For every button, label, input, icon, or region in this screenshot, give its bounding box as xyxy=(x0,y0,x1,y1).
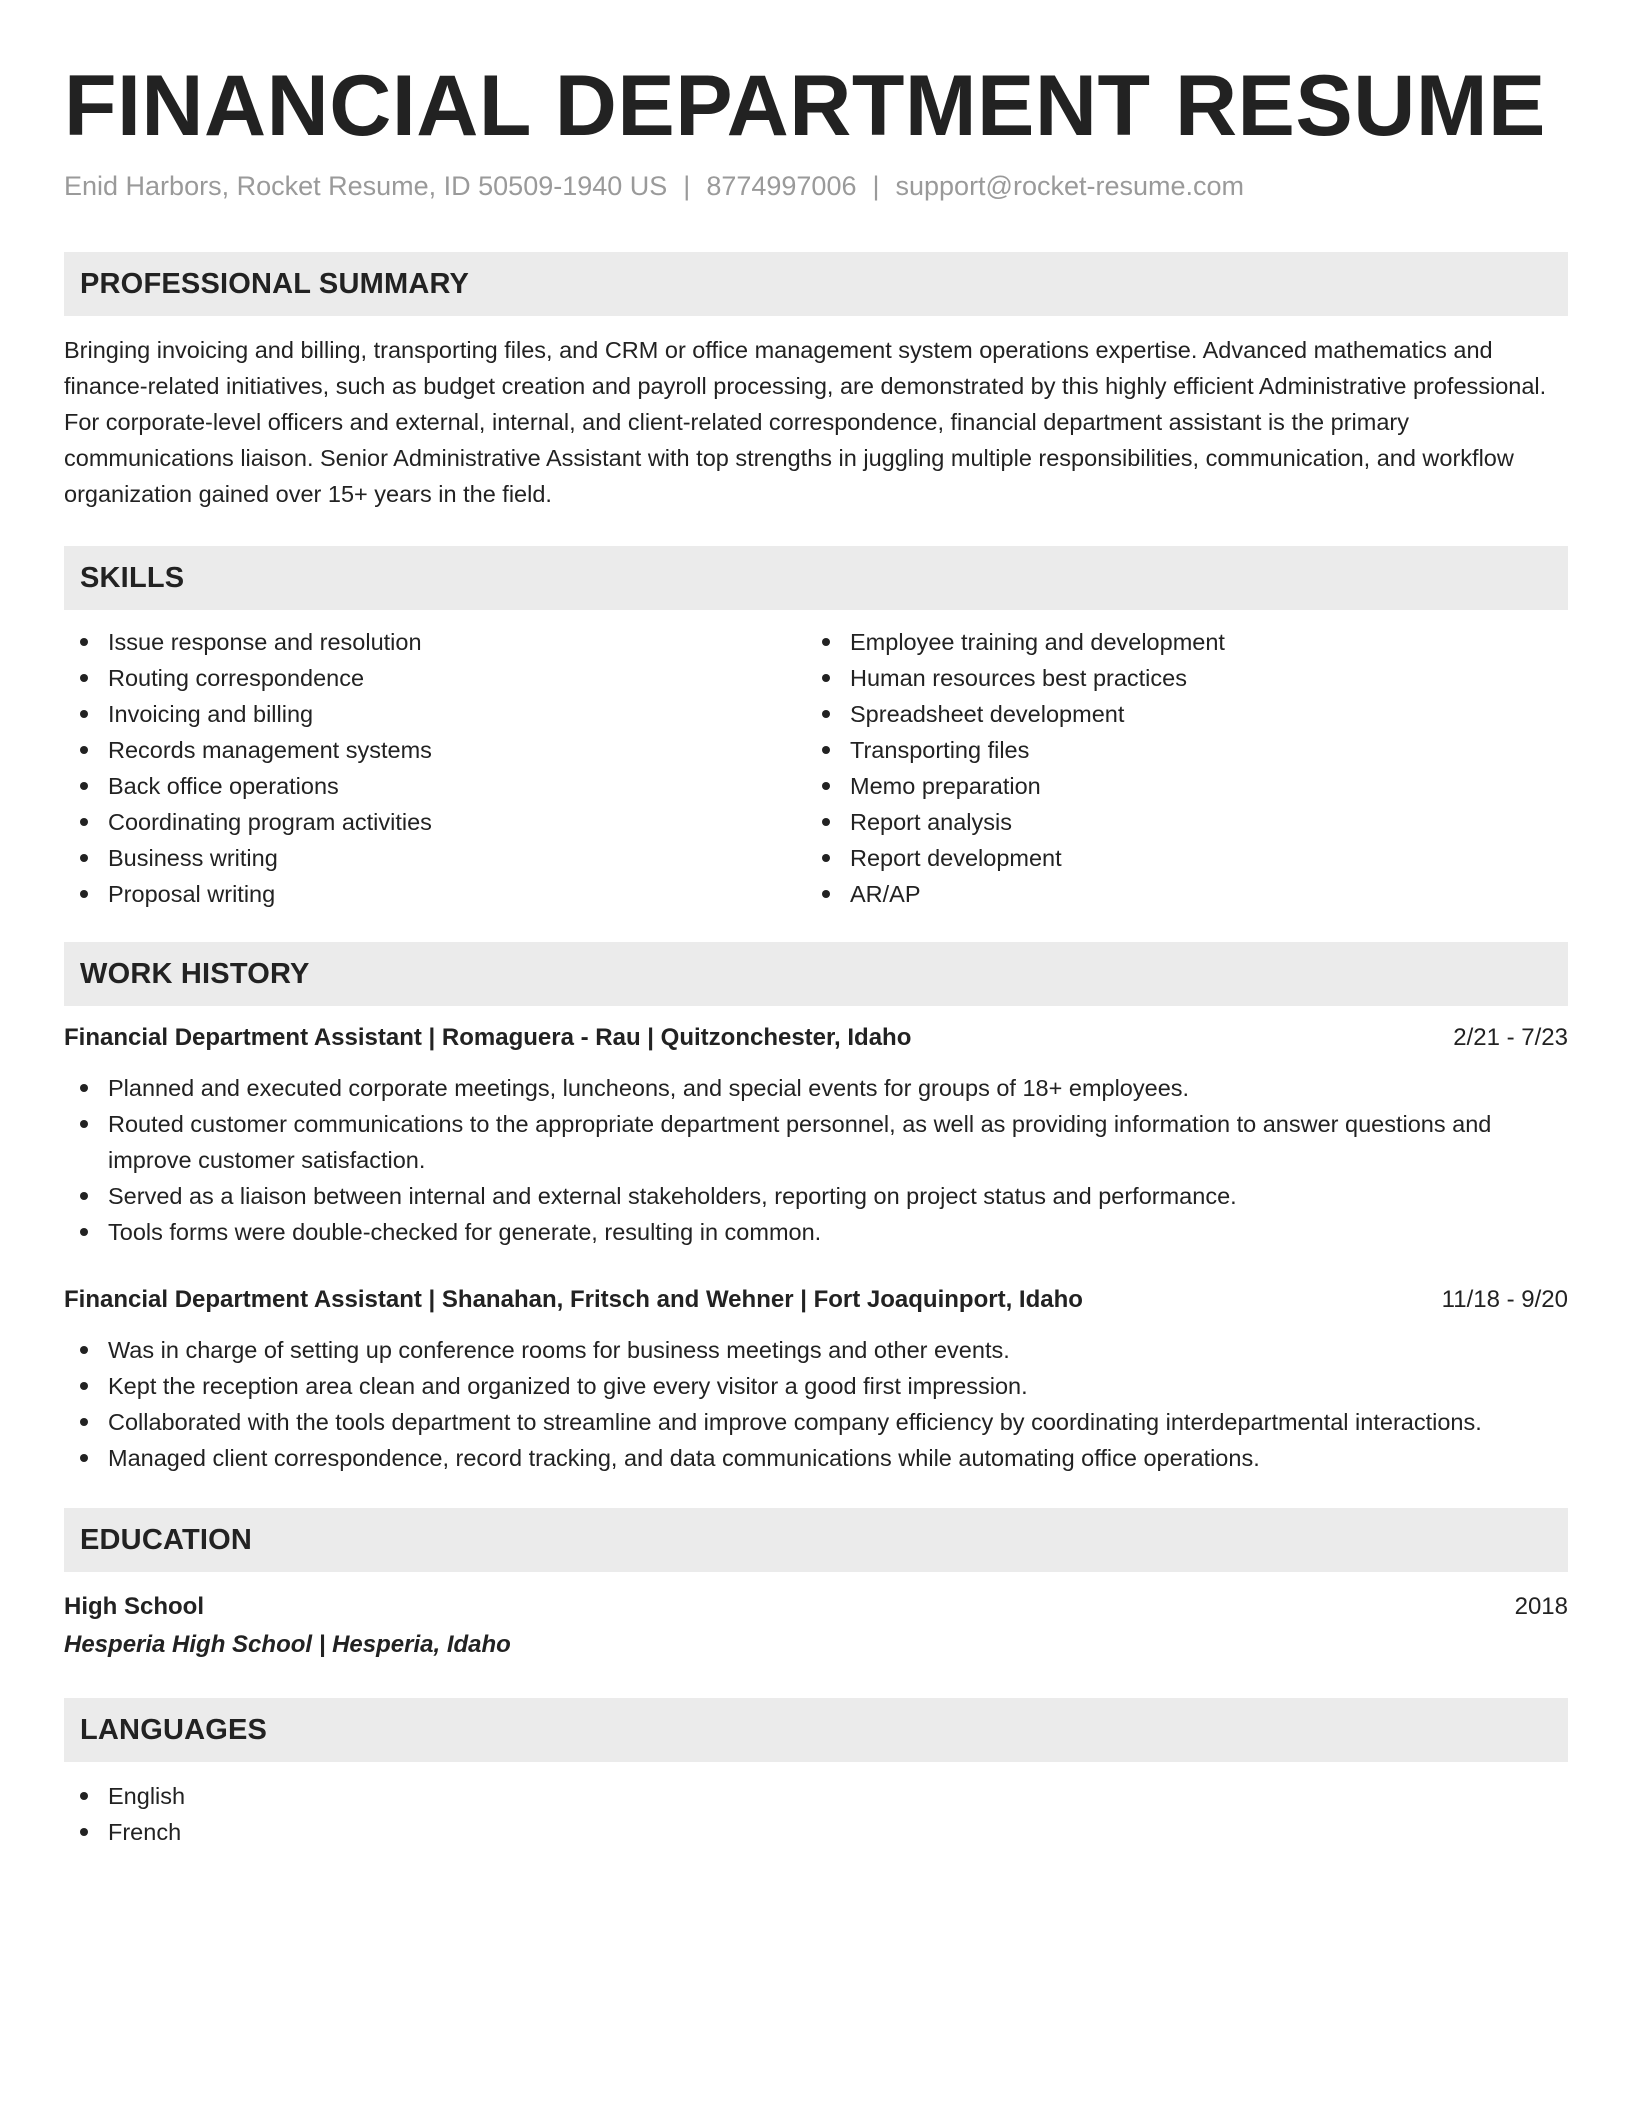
skill-item: Coordinating program activities xyxy=(64,804,806,840)
job-entry xyxy=(64,1020,1568,1250)
language-item: English xyxy=(64,1778,1568,1814)
job-bullet: Collaborated with the tools department to streamline and improve company efficiency by coordinating interdepartmental interactions. xyxy=(64,1404,1568,1440)
job-bullet: Kept the reception area clean and organized to give every visitor a good first impression. xyxy=(64,1368,1568,1404)
section-heading-work-history: WORK HISTORY xyxy=(64,942,1568,1006)
skill-item: Report development xyxy=(806,840,1548,876)
skill-item: Report analysis xyxy=(806,804,1548,840)
contact-separator: | xyxy=(683,171,691,201)
skill-item: Back office operations xyxy=(64,768,806,804)
section-heading-skills: SKILLS xyxy=(64,546,1568,610)
resume-title: FINANCIAL DEPARTMENT RESUME xyxy=(64,58,1546,154)
skill-item: Proposal writing xyxy=(64,876,806,912)
language-item: French xyxy=(64,1814,1568,1850)
job-bullet: Routed customer communications to the appropriate department personnel, as well as providing information to answer questions and improve customer satisfaction. xyxy=(64,1106,1568,1178)
skill-item: AR/AP xyxy=(806,876,1548,912)
contact-separator: | xyxy=(872,171,880,201)
skill-item: Spreadsheet development xyxy=(806,696,1548,732)
resume-page xyxy=(64,56,1568,1850)
contact-line xyxy=(64,168,1568,204)
job-bullets xyxy=(64,1332,1568,1476)
skills-list-left xyxy=(64,624,806,912)
job-bullet: Planned and executed corporate meetings, luncheons, and special events for groups of 18+ employees. xyxy=(64,1070,1568,1106)
job-bullet: Served as a liaison between internal and external stakeholders, reporting on project status and performance. xyxy=(64,1178,1568,1214)
skills-list-right xyxy=(806,624,1548,912)
skill-item: Issue response and resolution xyxy=(64,624,806,660)
education-degree: High School xyxy=(64,1593,204,1620)
skill-item: Memo preparation xyxy=(806,768,1548,804)
job-bullet: Tools forms were double-checked for generate, resulting in common. xyxy=(64,1214,1568,1250)
job-bullets xyxy=(64,1070,1568,1250)
contact-address: Enid Harbors, Rocket Resume, ID 50509-1940 US xyxy=(64,171,668,201)
languages-list xyxy=(64,1778,1568,1850)
skill-item: Routing correspondence xyxy=(64,660,806,696)
job-title: Financial Department Assistant | Romaguera - Rau | Quitzonchester, Idaho xyxy=(64,1024,912,1051)
skill-item: Business writing xyxy=(64,840,806,876)
section-heading-education: EDUCATION xyxy=(64,1508,1568,1572)
job-bullet: Managed client correspondence, record tracking, and data communications while automating office operations. xyxy=(64,1440,1568,1476)
education-school: Hesperia High School | Hesperia, Idaho xyxy=(64,1631,511,1658)
job-header xyxy=(64,1020,1568,1056)
contact-phone: 8774997006 xyxy=(706,171,857,201)
job-header xyxy=(64,1282,1568,1318)
skill-item: Records management systems xyxy=(64,732,806,768)
skills-grid xyxy=(64,624,1568,912)
job-dates: 11/18 - 9/20 xyxy=(1441,1286,1568,1313)
summary-text: Bringing invoicing and billing, transporting files, and CRM or office management system operations expertise. Advanced mathematics and finance-related initiatives, such as budget creation and payroll processing, are demonstrated by this highly efficient Administrative professional. For corporate-level officers and external, internal, and client-related correspondence, financial department assistant is the primary communications liaison. Senior Administrative Assistant with top strengths in juggling multiple responsibilities, communication, and workflow organization gained over 15+ years in the field. xyxy=(64,337,1547,507)
section-heading-languages: LANGUAGES xyxy=(64,1698,1568,1762)
job-bullet: Was in charge of setting up conference rooms for business meetings and other events. xyxy=(64,1332,1568,1368)
skill-item: Invoicing and billing xyxy=(64,696,806,732)
skill-item: Human resources best practices xyxy=(806,660,1548,696)
education-entry xyxy=(64,1588,1568,1664)
job-dates: 2/21 - 7/23 xyxy=(1453,1024,1568,1051)
contact-email: support@rocket-resume.com xyxy=(895,171,1245,201)
education-year: 2018 xyxy=(1514,1593,1568,1620)
education-header xyxy=(64,1588,1568,1626)
section-heading-summary: PROFESSIONAL SUMMARY xyxy=(64,252,1568,316)
skill-item: Transporting files xyxy=(806,732,1548,768)
job-title: Financial Department Assistant | Shanahan, Fritsch and Wehner | Fort Joaquinport, Idaho xyxy=(64,1286,1083,1313)
job-entry xyxy=(64,1282,1568,1476)
skill-item: Employee training and development xyxy=(806,624,1548,660)
